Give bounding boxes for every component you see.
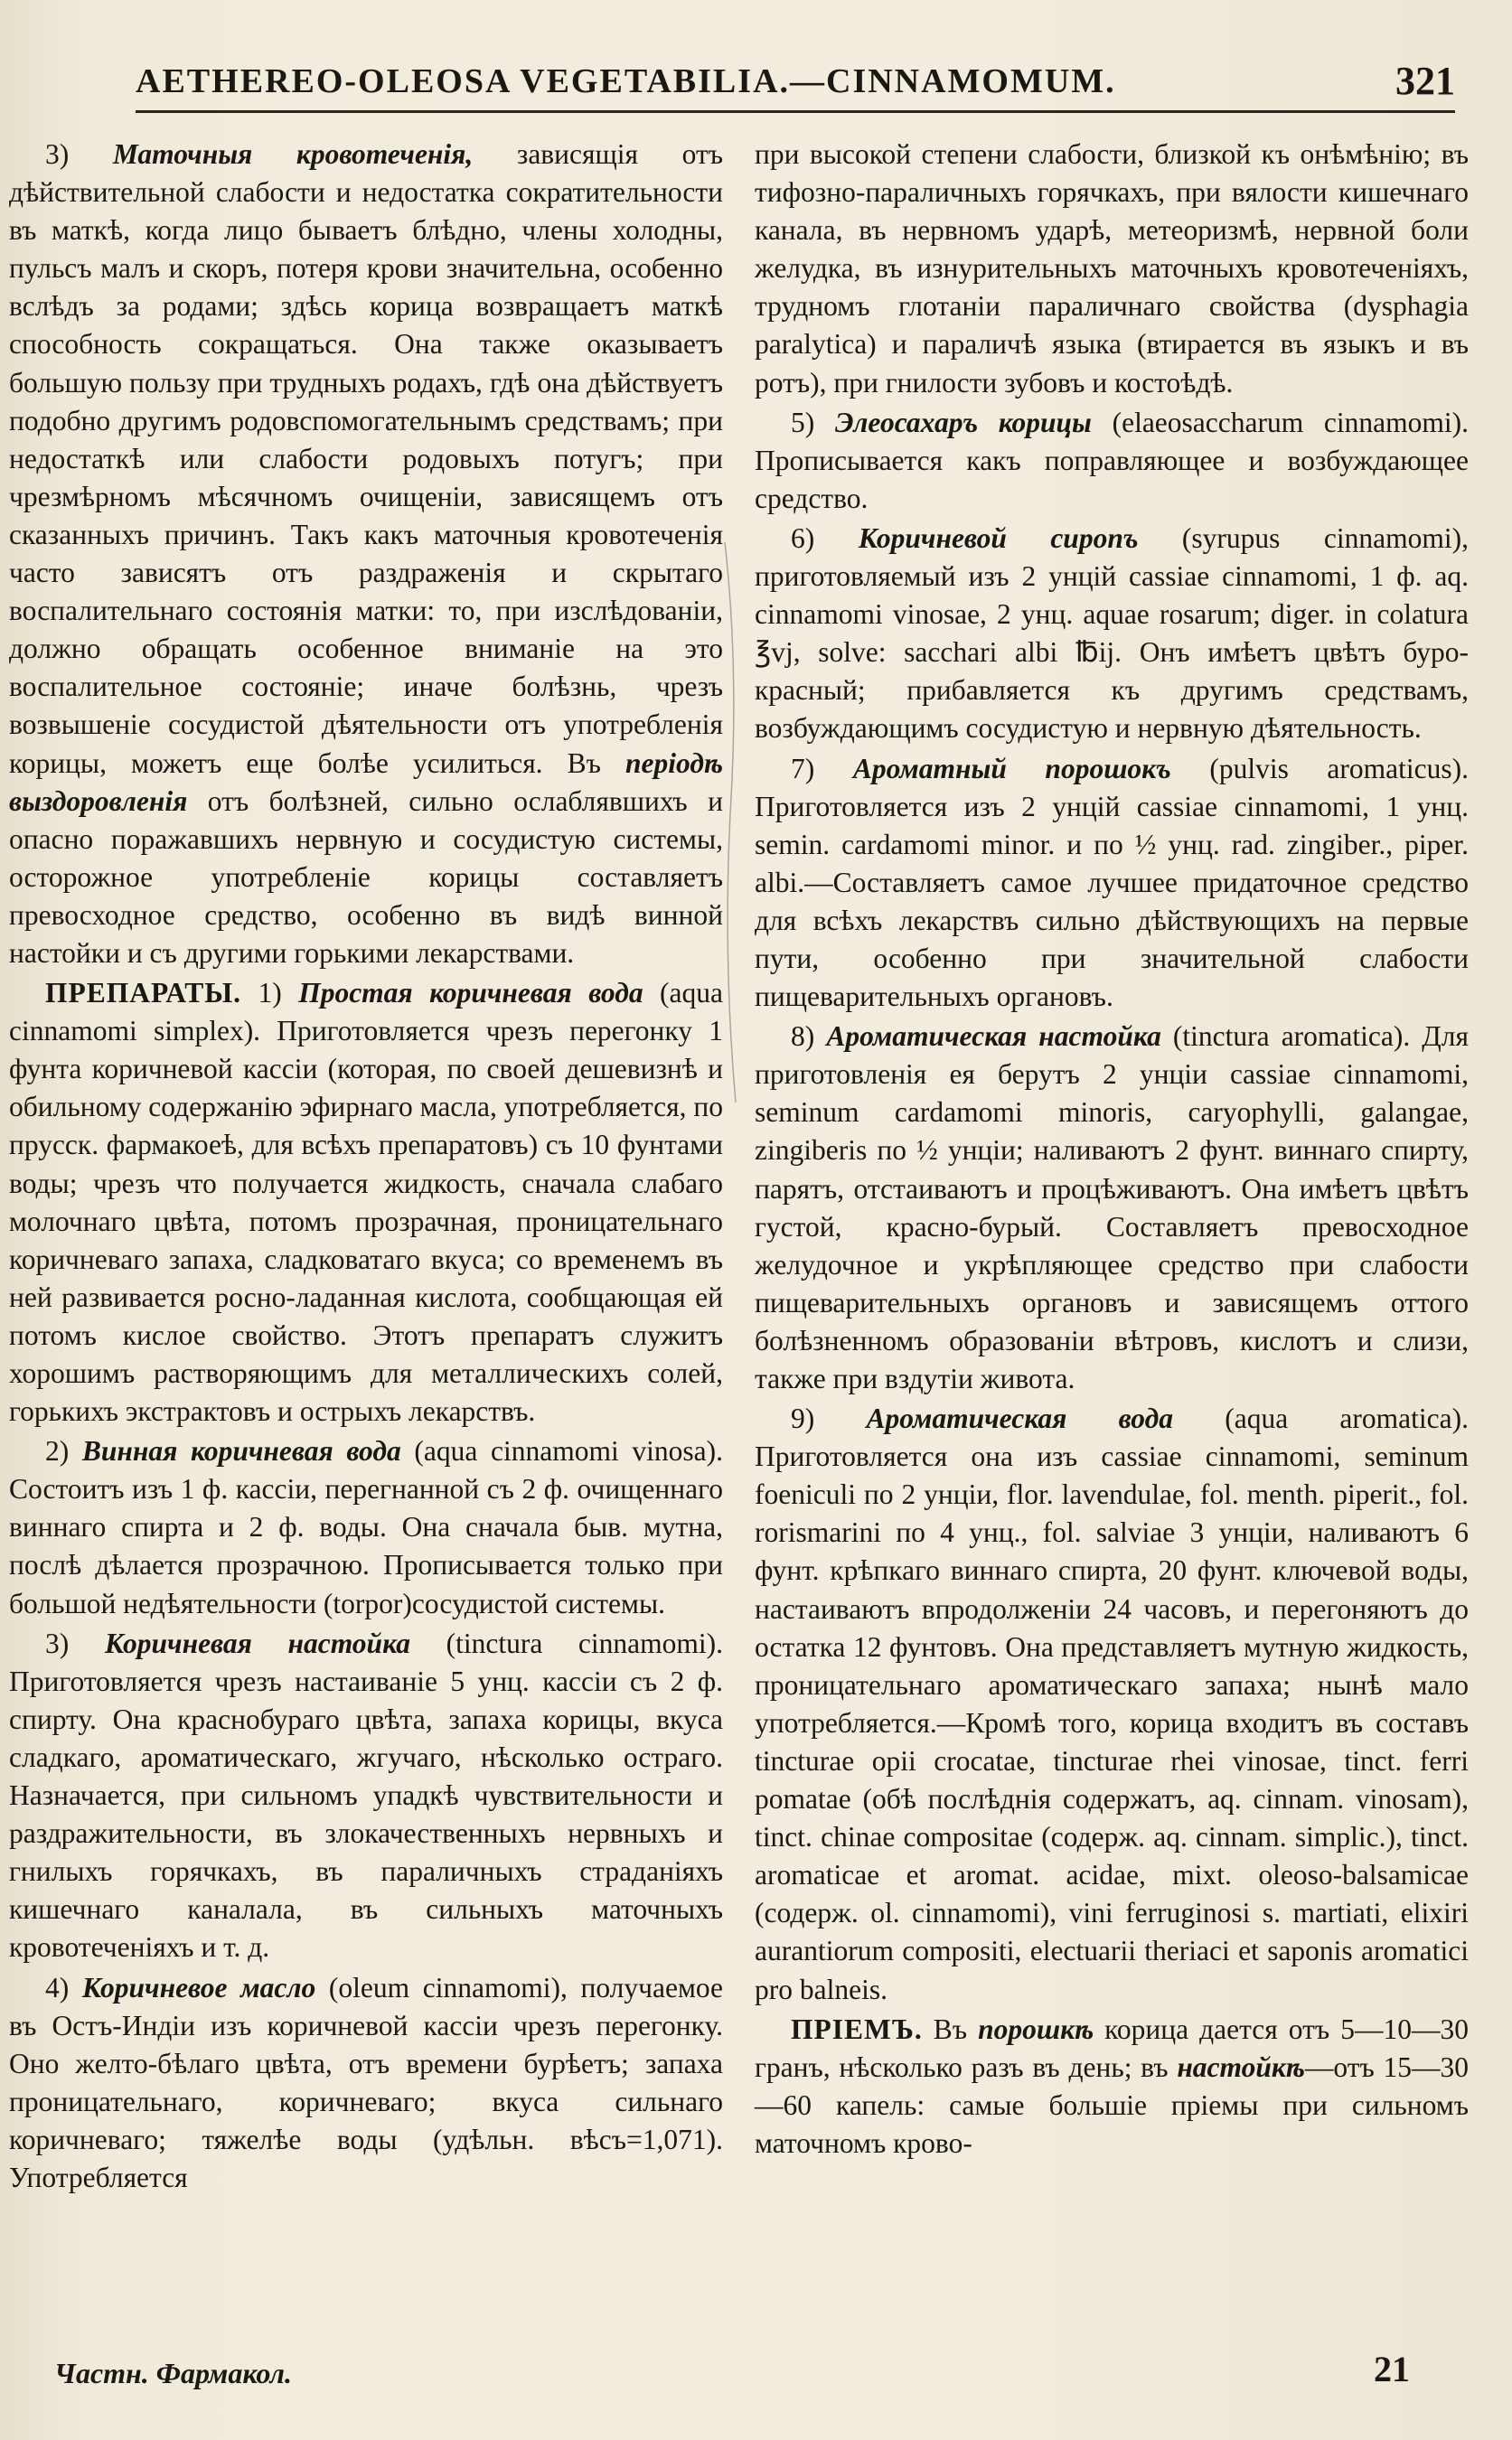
text-run: 6) [791,521,859,554]
text-run: 8) [791,1020,827,1053]
text-run: (tinctura aromatica). Для приготовленія ея берутъ 2 унціи cassiae cinnamomi, seminum cardamomi minoris, caryophylli, galangae, zingiberis по ½ унціи; наливаютъ 2 фунт. виннаго спирту, парятъ, отстаиваютъ и процѣживаютъ. Она имѣетъ цвѣтъ густой, красно-бурый. Составляетъ превосходное желудочное и укрѣпляющее средство при слабости пищеварительныхъ органовъ и зависящемъ оттого болѣзненномъ образованіи вѣтровъ, кислотъ и слизи, также при вздутіи живота. [755,1020,1469,1394]
text-run: (aqua cinnamomi simplex). Приготовляется чрезъ перегонку 1 фунта коричневой кассіи (которая, по своей дешевизнѣ и обильному содержанію эфирнаго масла, употребляется, по прусск. фармакоеѣ, для всѣхъ препаратовъ) съ 10 фунтами воды; чрезъ что получается жидкость, сначала слабаго молочнаго цвѣта, потомъ прозрачная, проницательнаго коричневаго запаха, сладковатаго вкуса; со временемъ въ ней развивается росно-ладанная кислота, сообщающая ей потомъ кислое свойство. Этотъ препаратъ служитъ хорошимъ растворяющимъ для металлическихъ солей, горькихъ экстрактовъ и острыхъ лекарствъ. [9,977,723,1428]
page-number: 321 [1395,59,1455,103]
text-run: (aqua aromatica). Приготовляется она изъ cassiae cinnamomi, seminum foeniculi по 2 унціи, flor. lavendulae, fol. menth. piperit., fol. rorismarini по 4 унц., fol. salviae 3 унціи, наливаютъ 6 фунт. крѣпкаго виннаго спирта, 20 фунт. ключевой воды, настаиваютъ впродолженіи 24 часовъ, и перегоняютъ до остатка 12 фунтовъ. Она представляетъ мутную жидкость, проницательнаго ароматическаго запаха; нынѣ мало употребляется.—Кромѣ того, корица входитъ въ составъ tincturae opii crocatae, tincturae rhei vinosae, tinct. ferri pomatae (обѣ послѣднія содержатъ, aq. cinnam. vinosam), tinct. chinae compositae (содерж. aq. cinnam. simplic.), tinct. aromaticae et aromat. acidae, mixt. oleoso-balsamicae (содерж. ol. cinnamomi), vini ferruginosi s. martiati, elixiri aurantiorum compositi, electuarii theriaci et saponis aromatici pro balneis. [755,1403,1469,2005]
paragraph [9,1432,723,1622]
text-run: (elaeosaccharum cinnamomi). Прописывается какъ поправляющее и возбуждающее средство. [755,406,1469,514]
paragraph [9,136,723,972]
paragraph [755,1400,1469,2009]
paragraph [9,1969,723,2198]
paragraph [755,520,1469,748]
text-run: Въ [922,2013,979,2045]
running-head: AETHEREO-OLEOSA VEGETABILIA.—CINNAMOMUM. [136,62,1116,100]
italic-term: Элеосахаръ корицы [834,406,1092,438]
italic-term: Коричневая настойка [104,1627,410,1659]
italic-term: Коричневой сиропъ [858,521,1139,554]
italic-term: Ароматическая настойка [826,1020,1161,1053]
italic-term: Ароматный порошокъ [852,752,1171,784]
left-column [9,136,723,2197]
text-run: (tinctura cinnamomi). Приготовляется чрезъ настаиваніе 5 унц. кассіи съ 2 ф. спирту. Она краснобураго цвѣта, запаха корицы, вкуса сладкаго, ароматическаго, жгучаго, нѣсколько остраго. Назначается, при сильномъ упадкѣ чувствительности и раздражительности, въ злокачественныхъ нервныхъ и гнилыхъ горячкахъ, въ параличныхъ страданіяхъ кишечнаго каналала, въ сильныхъ маточныхъ кровотеченіяхъ и т. д. [9,1627,723,1964]
text-run: корица дается отъ 5—10—30 гранъ, нѣсколько разъ въ день; въ [755,2013,1469,2083]
text-run: (syrupus cinnamomi), приготовляемый изъ 2 унцій cassiae cinnamomi, 1 ф. aq. cinnamomi vinosae, 2 унц. aquae rosarum; diger. in colatura ℥vj, solve: sacchari albi ℔ij. Онъ имѣетъ цвѣтъ буро-красный; прибавляется къ другимъ средствамъ, возбуждающимъ сосудистую и нервную дѣятельность. [755,521,1469,745]
text-run: —отъ 15—30—60 капель: самые большіе пріемы при сильномъ маточномъ крово- [755,2051,1470,2159]
text-run: (oleum cinnamomi), получаемое въ Остъ-Индіи изъ коричневой кассіи чрезъ перегонку. Оно желто-бѣлаго цвѣта, отъ времени бурѣетъ; запаха проницательнаго, коричневаго; вкуса сильнаго коричневаго; тяжелѣе воды (удѣльн. вѣсъ=1,071). Употребляется [9,1971,724,2193]
text-run: 3) [45,1627,105,1659]
text-run: 4) [45,1971,82,2004]
signature-mark: 21 [1374,2349,1410,2389]
text-run: 5) [791,406,835,438]
text-run: отъ болѣзней, сильно ослаблявшихъ и опасно поражавшихъ нервную и сосудистую системы, осторожное употребленіе корицы составляетъ превосходное средство, особенно въ видѣ винной настойки и съ другими горькими лекарствами. [9,784,723,969]
section-heading: ПРЕПАРАТЫ. [45,977,242,1009]
text-run: 1) [241,977,299,1009]
text-run: 7) [791,752,853,784]
page-header [136,56,1455,113]
italic-term: порошкѣ [978,2013,1094,2045]
italic-term: Винная коричневая вода [81,1435,401,1468]
text-columns [0,136,1512,2341]
italic-term: настойкѣ [1177,2051,1305,2083]
paragraph [755,404,1469,518]
text-run: 2) [45,1435,82,1468]
italic-term: Простая коричневая вода [298,977,643,1009]
right-column [755,136,1469,2163]
paragraph [755,2011,1469,2163]
italic-term: Маточныя кровотеченія, [112,138,474,170]
paragraph [755,750,1469,1017]
text-run: 9) [791,1403,867,1435]
text-run: зависящія отъ дѣйствительной слабости и недостатка сократительности въ маткѣ, когда лицо бываетъ блѣдно, члены холодны, пульсъ малъ и скоръ, потеря крови значительна, особенно вслѣдъ за родами; здѣсь корица возвращаетъ маткѣ способность сокращаться. Она также оказываетъ большую пользу при трудныхъ родахъ, гдѣ она дѣйствуетъ подобно другимъ родовспомогательнымъ средствамъ; при недостаткѣ или слабости родовыхъ потугъ; при чрезмѣрномъ мѣсячномъ очищеніи, зависящемъ отъ сказанныхъ причинъ. Такъ какъ маточныя кровотеченія часто зависятъ отъ раздраженія и скрытаго воспалительнаго состоянія матки: то, при изслѣдованіи, должно обращать особенное вниманіе на это воспалительное состояніе; иначе болѣзнь, чрезъ возвышеніе сосудистой дѣятельности отъ употребленія корицы, можетъ еще болѣе усилиться. Въ [9,138,723,779]
italic-term: Коричневое масло [81,1971,316,2004]
text-run: при высокой степени слабости, близкой къ онѣмѣнію; въ тифозно-параличныхъ горячкахъ, при вялости кишечнаго канала, въ нервномъ ударѣ, метеоризмѣ, нервной боли желудка, въ изнурительныхъ маточныхъ кровотеченіяхъ, трудномъ глотаніи параличнаго свойства (dysphagia paralytica) и параличѣ языка (втирается въ языкъ и въ ротъ), при гнилости зубовъ и костоѣдѣ. [755,138,1469,399]
paragraph [755,136,1469,402]
italic-term: Ароматическая вода [866,1403,1173,1435]
text-run: 3) [45,138,113,170]
italic-term: періодѣ выздоровленія [9,746,723,817]
footer-note: Частн. Фармакол. [54,2357,292,2389]
text-run: (aqua cinnamomi vinosa). Состоитъ изъ 1 ф. кассіи, перегнанной съ 2 ф. очищеннаго виннаго спирта и 2 ф. воды. Она сначала быв. мутна, послѣ дѣлается прозрачною. Прописывается только при большой недѣятельности (torpor)сосудистой системы. [9,1435,723,1619]
paragraph [9,974,723,1431]
margin-pencil-mark [721,542,748,1103]
paragraph [755,1018,1469,1398]
paragraph [9,1625,723,1967]
text-run: (pulvis aromaticus). Приготовляется изъ 2 унцій cassiae cinnamomi, 1 унц. semin. cardamomi minor. и по ½ унц. rad. zingiber., piper. albi.—Составляетъ самое лучшее придаточное средство для всѣхъ лекарствъ сильно дѣйствующихъ на первые пути, особенно при значительной слабости пищеварительныхъ органовъ. [755,752,1469,1013]
section-heading: ПРІЕМЪ. [791,2013,923,2045]
